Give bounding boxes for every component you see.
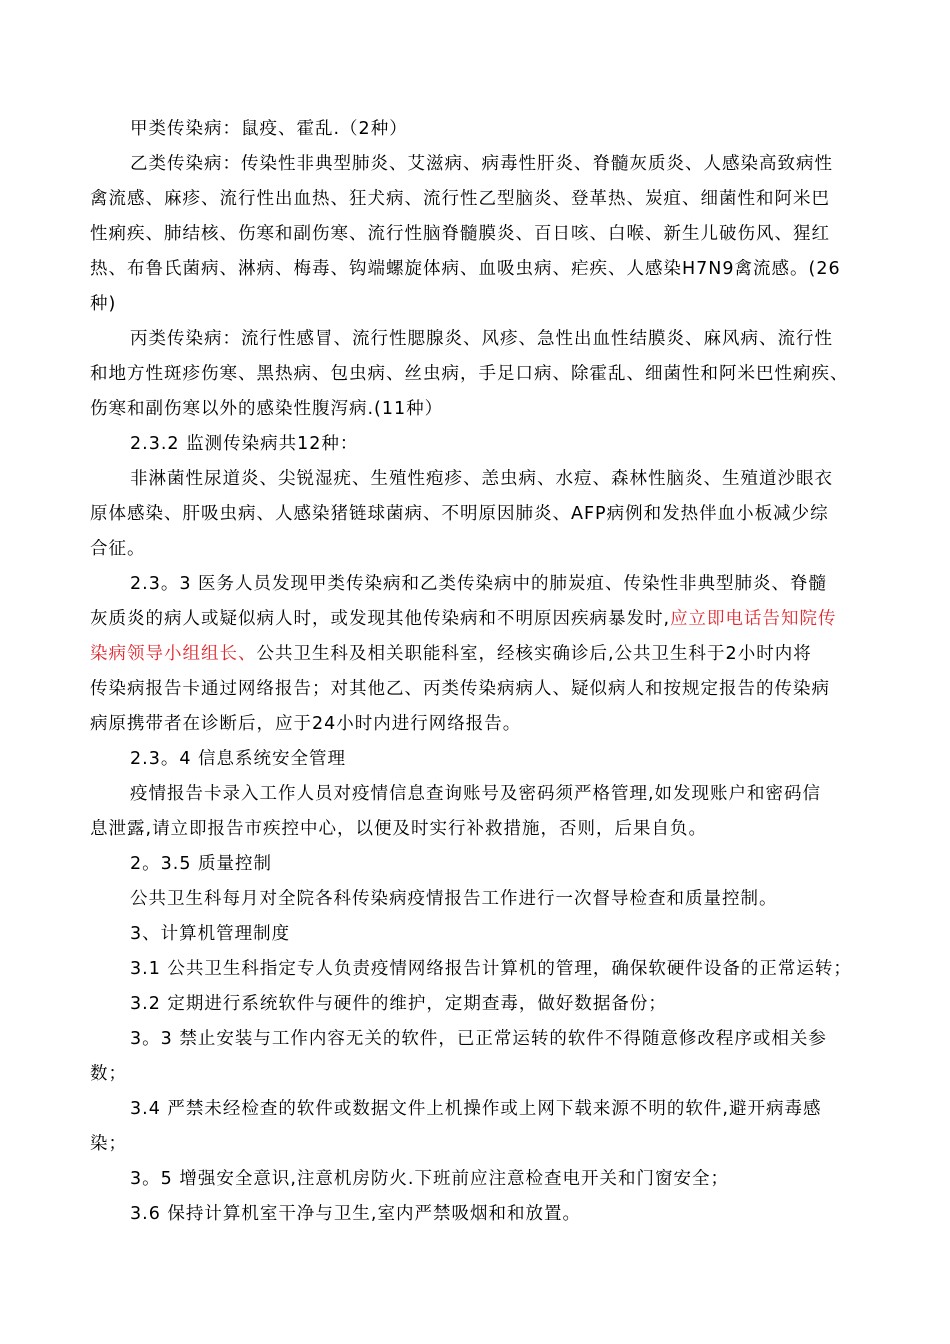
item-3-3-line2: 数； (90, 1064, 127, 1084)
highlight-text: 染病领导小组组长、 (90, 644, 257, 664)
text-segment: 灰质炎的病人或疑似病人时，或发现其他传染病和不明原因疾病暴发时, (90, 609, 671, 629)
paragraph-2-3-5: 公共卫生科每月对全院各科传染病疫情报告工作进行一次督导检查和质量控制。 (130, 889, 778, 909)
text-segment: 公共卫生科及相关职能科室，经核实确诊后,公共卫生科于2小时内将 (256, 644, 812, 664)
paragraph-2-3-4-line2: 息泄露,请立即报告市疾控中心，以便及时实行补救措施，否则，后果自负。 (90, 819, 708, 839)
paragraph-class-b-line2: 禽流感、麻疹、流行性出血热、狂犬病、流行性乙型脑炎、登革热、炭疽、细菌性和阿米巴 (90, 189, 830, 209)
item-3-4-line2: 染； (90, 1134, 127, 1154)
paragraph-monitor-line1: 非淋菌性尿道炎、尖锐湿疣、生殖性疱疹、恙虫病、水痘、森林性脑炎、生殖道沙眼衣 (130, 469, 833, 489)
highlight-text: 应立即电话告知院传 (670, 609, 837, 629)
item-3-1: 3.1 公共卫生科指定专人负责疫情网络报告计算机的管理，确保软硬件设备的正常运转； (130, 959, 852, 979)
item-3-5: 3。5 增强安全意识,注意机房防火.下班前应注意检查电开关和门窗安全； (130, 1169, 729, 1189)
heading-2-3-4: 2.3。4 信息系统安全管理 (130, 749, 347, 769)
paragraph-class-a: 甲类传染病：鼠疫、霍乱.（2种） (130, 119, 408, 139)
item-3-4-line1: 3.4 严禁未经检查的软件或数据文件上机操作或上网下载来源不明的软件,避开病毒感 (130, 1099, 822, 1119)
paragraph-class-c-line2: 和地方性斑疹伤寒、黑热病、包虫病、丝虫病，手足口病、除霍乱、细菌性和阿米巴性痢疾、 (90, 364, 849, 384)
paragraph-2-3-3-line3 (90, 642, 866, 666)
paragraph-2-3-3-line5: 病原携带者在诊断后，应于24小时内进行网络报告。 (90, 714, 522, 734)
heading-2-3-2: 2.3.2 监测传染病共12种： (130, 434, 359, 454)
item-3-2: 3.2 定期进行系统软件与硬件的维护，定期查毒，做好数据备份； (130, 994, 667, 1014)
paragraph-class-b-line5: 种) (90, 294, 117, 314)
paragraph-class-c-line3: 伤寒和副伤寒以外的感染性腹泻病.(11种） (90, 399, 444, 419)
paragraph-class-b-line3: 性痢疾、肺结核、伤寒和副伤寒、流行性脑脊髓膜炎、百日咳、白喉、新生儿破伤风、猩红 (90, 224, 830, 244)
item-3-3-line1: 3。3 禁止安装与工作内容无关的软件，已正常运转的软件不得随意修改程序或相关参 (130, 1029, 827, 1049)
paragraph-2-3-4-line1: 疫情报告卡录入工作人员对疫情信息查询账号及密码须严格管理,如发现账户和密码信 (130, 784, 822, 804)
paragraph-2-3-3-line1: 2.3。3 医务人员发现甲类传染病和乙类传染病中的肺炭疽、传染性非典型肺炎、脊髓 (130, 574, 828, 594)
paragraph-monitor-line3: 合征。 (90, 539, 146, 559)
paragraph-monitor-line2: 原体感染、肝吸虫病、人感染猪链球菌病、不明原因肺炎、AFP病例和发热伴血小板减少综 (90, 504, 829, 524)
heading-section-3: 3、计算机管理制度 (130, 924, 291, 944)
paragraph-class-b-line4: 热、布鲁氏菌病、淋病、梅毒、钩端螺旋体病、血吸虫病、疟疾、人感染H7N9禽流感。(26 (90, 259, 841, 279)
paragraph-2-3-3-line4: 传染病报告卡通过网络报告；对其他乙、丙类传染病病人、疑似病人和按规定报告的传染病 (90, 679, 830, 699)
heading-2-3-5: 2。3.5 质量控制 (130, 854, 273, 874)
item-3-6: 3.6 保持计算机室干净与卫生,室内严禁吸烟和和放置。 (130, 1204, 581, 1224)
paragraph-class-c-line1: 丙类传染病：流行性感冒、流行性腮腺炎、风疹、急性出血性结膜炎、麻风病、流行性 (130, 329, 833, 349)
paragraph-class-b-line1: 乙类传染病：传染性非典型肺炎、艾滋病、病毒性肝炎、脊髓灰质炎、人感染高致病性 (130, 154, 833, 174)
paragraph-2-3-3-line2 (90, 607, 866, 631)
